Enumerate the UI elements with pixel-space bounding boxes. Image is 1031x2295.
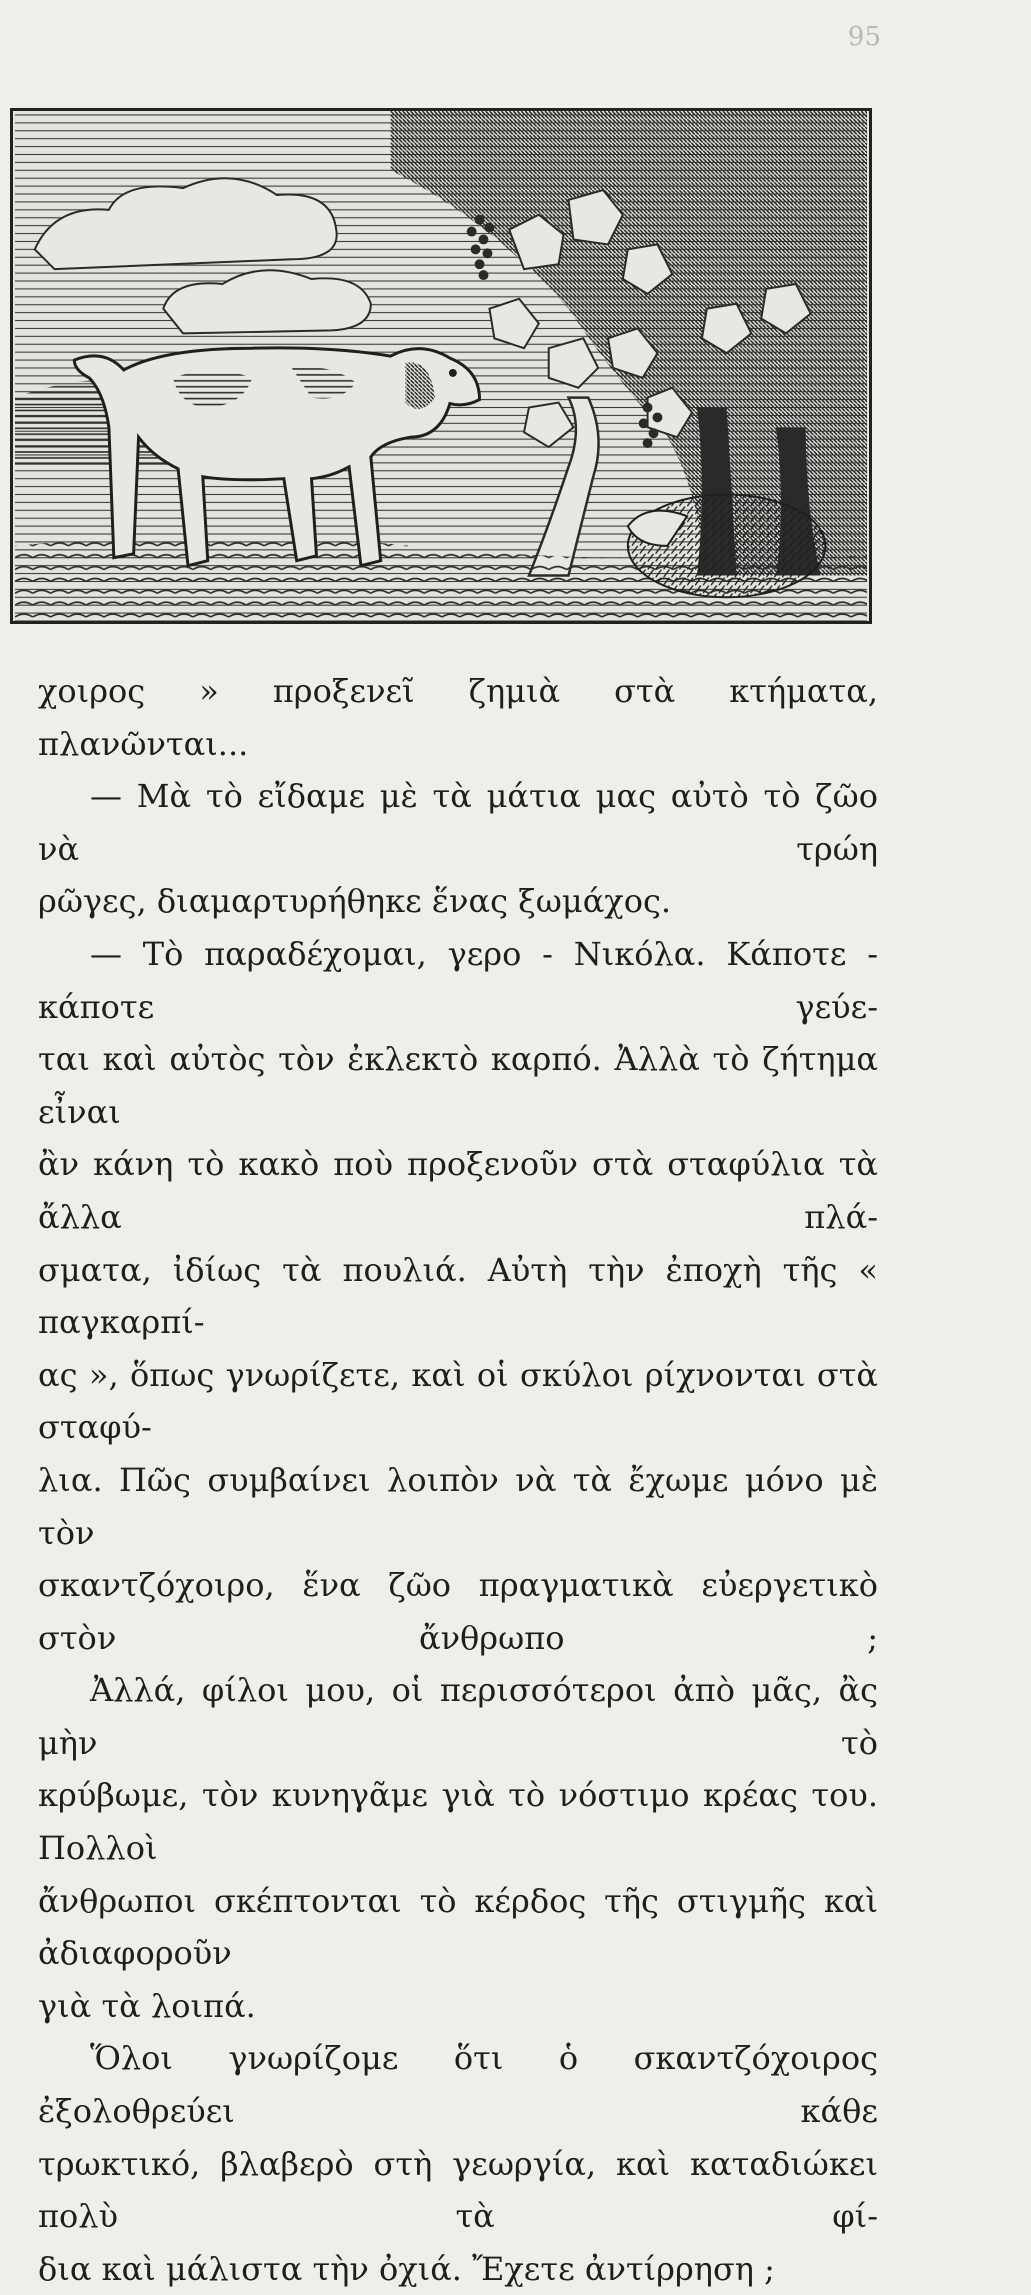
- text-line: δια καὶ μάλιστα τὴν ὀχιά. Ἔχετε ἀντίρρηση ;: [38, 2249, 775, 2288]
- illustration-drawing: [13, 111, 869, 621]
- text-line: σκαντζόχοιρο, ἕνα ζῶο πραγματικὰ εὐεργετικὸ στὸν ἄνθρωπο ;: [38, 1566, 878, 1657]
- text-line: — Μὰ τὸ εἴδαμε μὲ τὰ μάτια μας αὐτὸ τὸ ζῶο νὰ τρώη: [38, 777, 878, 868]
- page-number: 95: [847, 22, 881, 52]
- text-line: σματα, ἰδίως τὰ πουλιά. Αὐτὴ τὴν ἐποχὴ τῆς « παγκαρπί-: [38, 1250, 878, 1342]
- body-text: [38, 665, 878, 2295]
- text-line: ἄνθρωποι σκέπτονται τὸ κέρδος τῆς στιγμῆς καὶ ἀδιαφοροῦν: [38, 1881, 878, 1973]
- text-line: κρύβωμε, τὸν κυνηγᾶμε γιὰ τὸ νόστιμο κρέας του. Πολλοὶ: [38, 1776, 878, 1868]
- text-line: ται καὶ αὐτὸς τὸν ἐκλεκτὸ καρπό. Ἀλλὰ τὸ ζήτημα εἶναι: [38, 1040, 878, 1131]
- woodcut-illustration: [10, 108, 872, 624]
- text-line: — Τὸ παραδέχομαι, γερο - Νικόλα. Κάποτε - κάποτε γεύε-: [38, 934, 878, 1026]
- text-line: τρωκτικό, βλαβερὸ στὴ γεωργία, καὶ καταδιώκει πολὺ τὰ φί-: [38, 2144, 878, 2236]
- text-line: χοιρος » προξενεῖ ζημιὰ στὰ κτήματα, πλανῶνται...: [38, 672, 878, 763]
- text-line: ἂν κάνη τὸ κακὸ ποὺ προξενοῦν στὰ σταφύλια τὰ ἄλλα πλά-: [38, 1145, 878, 1236]
- text-line: Ἀλλά, φίλοι μου, οἱ περισσότεροι ἀπὸ μᾶς, ἂς μὴν τὸ: [38, 1671, 878, 1762]
- text-line: Ὅλοι γνωρίζομε ὅτι ὁ σκαντζόχοιρος ἐξολοθρεύει κάθε: [38, 2039, 878, 2131]
- text-line: ρῶγες, διαμαρτυρήθηκε ἕνας ξωμάχος.: [38, 882, 672, 921]
- text-line: ας », ὅπως γνωρίζετε, καὶ οἱ σκύλοι ρίχνονται στὰ σταφύ-: [38, 1355, 878, 1447]
- text-line: λια. Πῶς συμβαίνει λοιπὸν νὰ τὰ ἔχωμε μόνο μὲ τὸν: [38, 1460, 878, 1552]
- text-line: γιὰ τὰ λοιπά.: [38, 1986, 256, 2025]
